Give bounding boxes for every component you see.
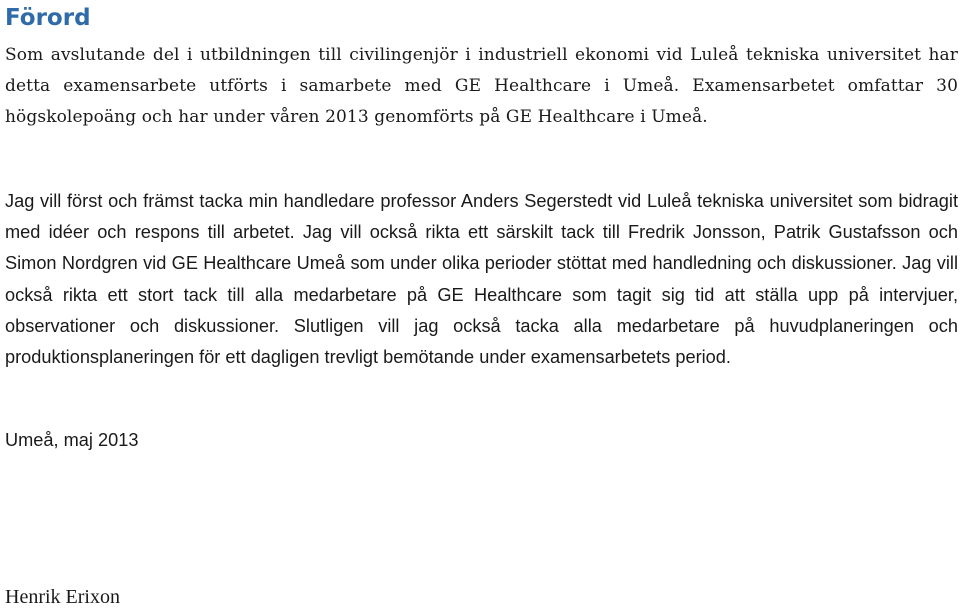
document-page [5, 0, 958, 608]
intro-paragraph: Som avslutande del i utbildningen till civilingenjör i industriell ekonomi vid Luleå tekniska universitet har detta examensarbete utförts i samarbete med GE Healthcare i Umeå. Examensarbetet omfattar 30 högskolepoäng och har under våren 2013 genomförts på GE Healthcare i Umeå. [5, 45, 958, 127]
section-heading: Förord [5, 5, 91, 31]
acknowledgement-paragraph: Jag vill först och främst tacka min handledare professor Anders Segerstedt vid Luleå tekniska universitet som bidragit med idéer och respons till arbetet. Jag vill också rikta ett särskilt tack till Fredrik Jonsson, Patrik Gustafsson och Simon Nordgren vid GE Healthcare Umeå som under olika perioder stöttat med handledning och diskussioner. Jag vill också rikta ett stort tack till alla medarbetare på GE Healthcare som tagit sig tid att ställa upp på intervjuer, observationer och diskussioner. Slutligen vill jag också tacka alla medarbetare på huvudplaneringen och produktionsplaneringen för ett dagligen trevligt bemötande under examensarbetets period. [5, 191, 958, 368]
author-signature: Henrik Erixon [5, 586, 120, 608]
place-and-date: Umeå, maj 2013 [5, 430, 139, 450]
